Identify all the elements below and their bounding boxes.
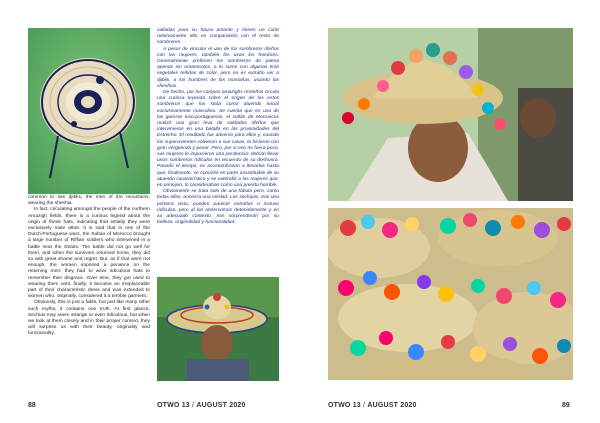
footer-date: AUGUST 2020 — [196, 402, 246, 409]
english-paragraph: Obviously, this is just a fable, but just like many other such myths, it contains one truth. At first glance, Sechias may seem strange or even ridiculous, but when we look at them closely and in their proper context, they will surprise us with their beauty, originality and functionality. — [28, 300, 150, 337]
photo-man-wearing-hat — [157, 277, 279, 381]
page-number-right: 89 — [562, 402, 570, 409]
photo-woman-pompom-hat — [328, 28, 573, 201]
page-number-left: 88 — [28, 402, 36, 409]
footer-date: AUGUST 2020 — [367, 402, 417, 409]
footer-left — [157, 402, 246, 409]
footer-magazine: OTWO 13 — [157, 402, 190, 409]
english-paragraph: In fact, circulating amongst the people of the northern Amazigh fields, there is a curious legend about the origin of these hats, indicating that initially they were exclusively male attire. It is said that in one of the Dutch-Portuguese wars, the Sultan of Morocco brought a large number of Riffian soldiers who intervened in a battle near the Straits. The battle did not go well for them, and when the survivors returned home, they did so with great shame and regret. But, as if that were not enough, the women imposed a penance on the returning men: they had to wear ridiculous hats to remember their disgrace. Over time, they got used to wearing them until, finally, it became an irreplaceable part of their characteristic dress and was extended to women who, originally, considered it a terrible garment. — [28, 207, 150, 300]
english-paragraph: common to see djiblis, the men of the mountains, wearing the sheshia. — [28, 195, 150, 207]
photo-hat-top-view — [28, 28, 150, 194]
footer-right — [328, 402, 417, 409]
footer-separator: / — [360, 402, 368, 409]
spanish-paragraph: A pesar de vincular el uso de los sombreros rifeños con las mujeres, también los usan los hombres. Generalmente prefieren los sombreros de palma apenas sin ornamentos, a lo sumo con algunas tiras vegetales teñidas de color, pero no es extraño ver a djiblis, a los hombres de las montañas, usando las sheshias. — [157, 46, 279, 89]
photo-colorful-hats-pile — [328, 208, 573, 380]
footer-magazine: OTWO 13 — [328, 402, 361, 409]
footer-separator: / — [189, 402, 197, 409]
english-article-text — [28, 195, 150, 338]
spanish-paragraph: salladas para su futura amante y tienen un corte relativamente alto en comparación con el resto de sombreros. — [157, 28, 279, 46]
spanish-paragraph: Obviamente se trata solo de una fábula pero, como todas ellas, encierra una verdad. Las sechiyas, tras una primera vista, pueden parecer extrañas o incluso ridículas, pero al las observamos detenidamente y en su adecuado contexto, nos sorprenderán por su belleza, originalidad y funcionalidad. — [157, 189, 279, 226]
right-page — [300, 0, 600, 423]
spanish-article-text — [157, 28, 279, 227]
spanish-paragraph: De hecho, por los campos amazighs norteños circula una curiosa leyenda sobre el origen de los estos sombreros que los sitúa como atuendo inicial exclusivamente masculino. Se cuenta que en una de las guerras luso-portuguesas, el sultán de Marruecos realizó una gran leva de soldados rifeños que intervinieron en una batalla en las proximidades del Estrecho. El resultado fue adverso para ellos y, cuando los supervivientes volvieron a sus casas, lo hicieron con gran vergüenza y pesar. Pero, por si eso no fuera poco, sus mujeres le impusieron una penitencia: debían llevar unos sombreros ridículos en recuerdo de su deshonra. Pasado el tiempo, se acostumbraron a llevarlos hasta que, finalmente, se convirtió en parte insustituible de su atuendo característico y se extendió a las mujeres que, en principio, lo consideraban como una prenda horrible. — [157, 90, 279, 189]
